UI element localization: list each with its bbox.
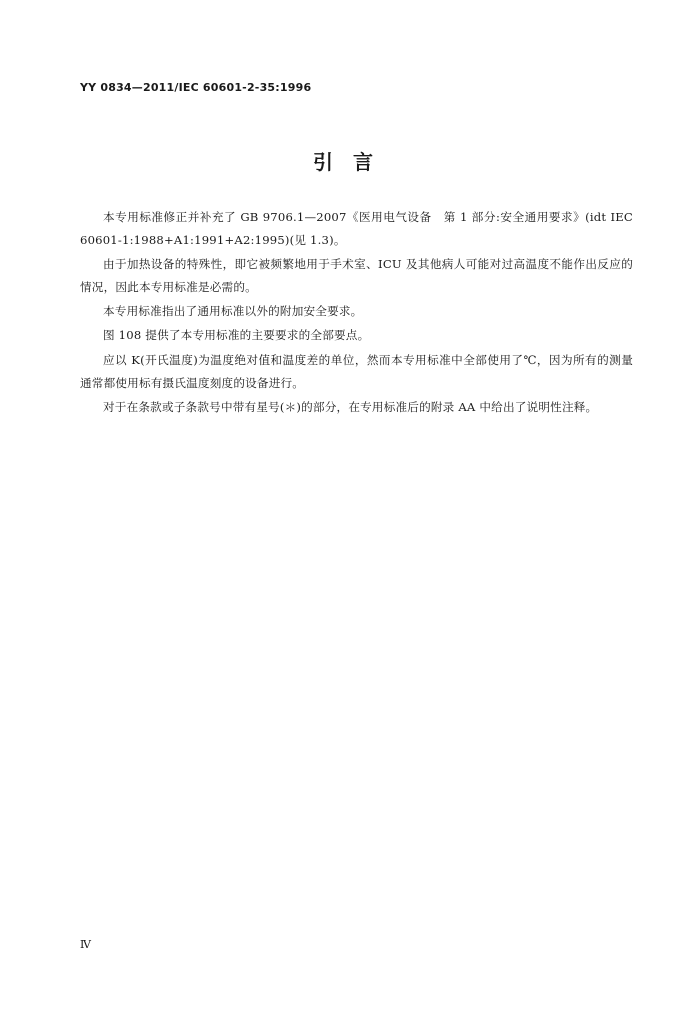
paragraph-1: 本专用标准修正并补充了 GB 9706.1—2007《医用电气设备 第 1 部分:安全通用要求》(idt IEC 60601-1:1988+A1:1991+A2:1995)(见 1.3)。 xyxy=(80,210,633,248)
paragraph-6: 对于在条款或子条款号中带有星号(＊)的部分，在专用标准后的附录 AA 中给出了说明性注释。 xyxy=(103,399,598,414)
paragraph-3: 本专用标准指出了通用标准以外的附加安全要求。 xyxy=(103,304,363,319)
paragraph-5: 应以 K(开氏温度)为温度绝对值和温度差的单位，然而本专用标准中全部使用了℃，因为所有的测量通常都使用标有摄氏温度刻度的设备进行。 xyxy=(80,352,633,390)
paragraph-2: 由于加热设备的特殊性，即它被频繁地用于手术室、ICU 及其他病人可能对过高温度不能作出反应的情况，因此本专用标准是必需的。 xyxy=(80,257,633,295)
introduction-body xyxy=(80,206,633,420)
standard-number-header: YY 0834—2011/IEC 60601-2-35:1996 xyxy=(80,81,312,94)
page-title: 引 言 xyxy=(313,150,373,174)
page-number: Ⅳ xyxy=(80,938,91,951)
paragraph-4: 图 108 提供了本专用标准的主要要求的全部要点。 xyxy=(103,328,370,343)
